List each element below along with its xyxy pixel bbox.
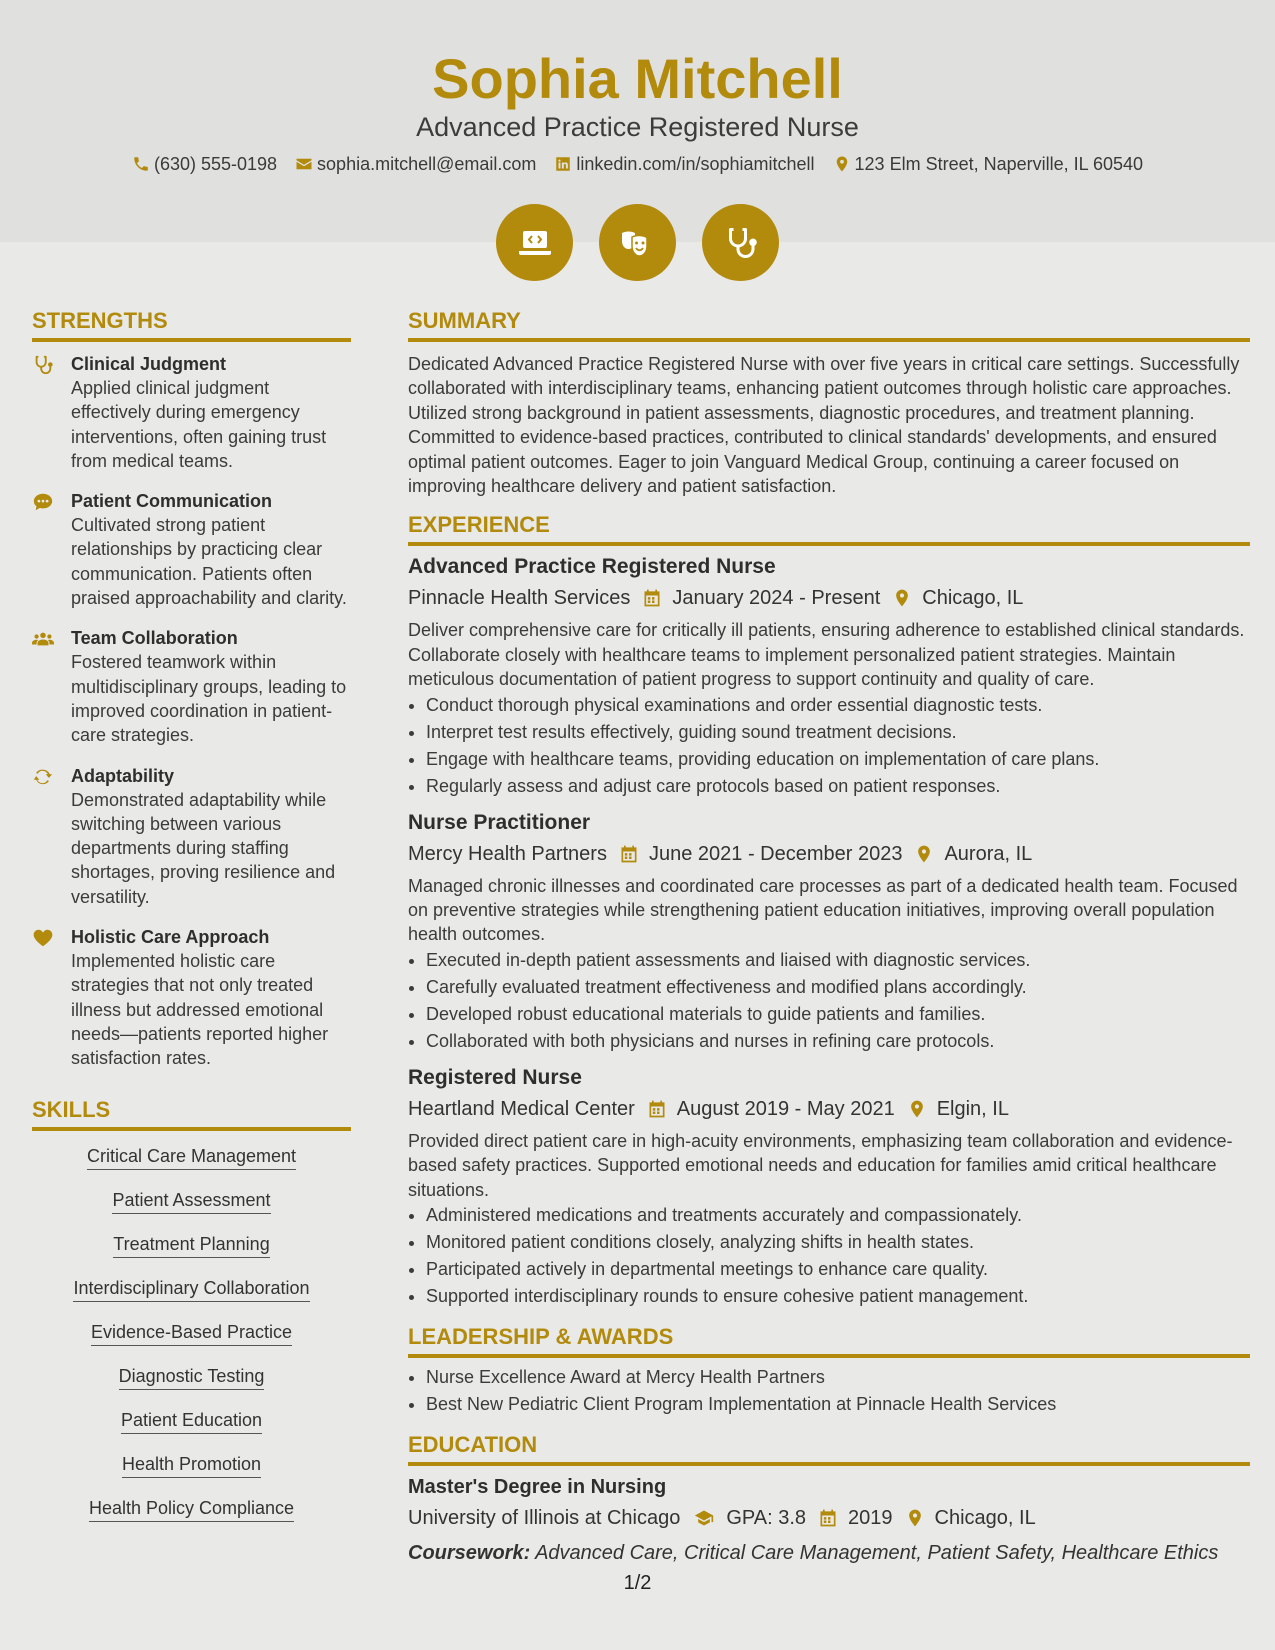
contact-linkedin[interactable] xyxy=(554,150,814,178)
strength-desc: Cultivated strong patient relationships by practicing clear communication. Patients often praised approachability and clarity. xyxy=(71,515,347,609)
strength-title: Patient Communication xyxy=(71,491,273,512)
map-pin-icon xyxy=(892,588,912,608)
skill-item: Health Policy Compliance xyxy=(32,1497,351,1522)
list-item: • Nurse Excellence Award at Mercy Health Partners xyxy=(426,1364,1250,1391)
laptop-code-icon xyxy=(515,223,555,263)
stethoscope-icon xyxy=(32,354,54,376)
skills-heading: SKILLS xyxy=(32,1095,351,1131)
badge-icons xyxy=(0,204,1275,281)
phone-icon xyxy=(132,155,150,173)
list-item: • Carefully evaluated treatment effectiveness and modified plans accordingly. xyxy=(426,974,1250,1001)
calendar-icon xyxy=(647,1099,667,1119)
job-title: Registered Nurse xyxy=(408,1065,582,1089)
strength-title: Clinical Judgment xyxy=(71,354,227,374)
list-item: • Executed in-depth patient assessments and liaised with diagnostic services. xyxy=(426,947,1250,974)
education-meta xyxy=(408,1502,1250,1534)
calendar-icon xyxy=(818,1508,838,1528)
strength-title: Holistic Care Approach xyxy=(71,927,270,948)
strength-item xyxy=(32,352,351,473)
page-number: 1/2 xyxy=(623,1572,652,1594)
degree-title: Master's Degree in Nursing xyxy=(408,1476,667,1499)
list-item: • Participated actively in departmental meetings to enhance care quality. xyxy=(426,1256,1250,1283)
job-entry xyxy=(408,552,1250,799)
coursework xyxy=(408,1538,1250,1568)
contact-phone[interactable] xyxy=(132,150,277,178)
address-text: 123 Elm Street, Naperville, IL 60540 xyxy=(854,154,1144,174)
phone-text: (630) 555-0198 xyxy=(153,154,278,174)
graduation-cap-icon xyxy=(692,1508,716,1528)
map-pin-icon xyxy=(907,1099,927,1119)
skill-item: Patient Assessment xyxy=(32,1189,351,1214)
strengths-heading: STRENGTHS xyxy=(32,306,351,342)
job-dates: June 2021 - December 2023 xyxy=(648,842,903,865)
skill-item: Critical Care Management xyxy=(32,1145,351,1170)
school-name: University of Illinois at Chicago xyxy=(408,1507,681,1530)
list-item: • Collaborated with both physicians and nurses in refining care protocols. xyxy=(426,1028,1250,1055)
strength-desc: Implemented holistic care strategies that not only treated illness but addressed emotional needs—patients reported higher satisfaction rates. xyxy=(71,951,329,1069)
awards-heading: LEADERSHIP & AWARDS xyxy=(408,1322,1250,1358)
job-meta xyxy=(408,582,1250,614)
laptop-code-badge xyxy=(496,204,573,281)
list-item: • Best New Pediatric Client Program Implementation at Pinnacle Health Services xyxy=(426,1391,1250,1418)
job-bullets xyxy=(408,1202,1250,1310)
strength-desc: Fostered teamwork within multidisciplinary groups, leading to improved coordination in patient-care strategies. xyxy=(71,652,347,746)
speech-bubble-icon xyxy=(32,491,54,513)
linkedin-icon xyxy=(554,155,572,173)
company-name: Heartland Medical Center xyxy=(408,1097,635,1120)
strength-item xyxy=(32,925,351,1070)
school-location: Chicago, IL xyxy=(934,1507,1036,1530)
job-location: Aurora, IL xyxy=(944,842,1033,865)
list-item: • Administered medications and treatments accurately and compassionately. xyxy=(426,1202,1250,1229)
users-icon xyxy=(32,628,54,650)
sync-icon xyxy=(32,766,54,788)
strength-desc: Applied clinical judgment effectively during emergency interventions, often gaining trust from medical teams. xyxy=(71,378,327,471)
contact-bar xyxy=(0,150,1275,178)
skill-item: Diagnostic Testing xyxy=(32,1365,351,1390)
strength-title: Adaptability xyxy=(71,765,175,786)
heart-icon xyxy=(32,927,54,949)
job-meta xyxy=(408,838,1250,870)
stethoscope-badge xyxy=(702,204,779,281)
skill-item: Health Promotion xyxy=(32,1453,351,1478)
job-entry xyxy=(408,1063,1250,1310)
job-desc: Deliver comprehensive care for critically ill patients, ensuring adherence to established clinical standards. Collaborate closely with healthcare teams to implement personalized patient strategies. Maintain meticulous documentation of patient progress to support continuity and quality of care. xyxy=(408,620,1245,690)
linkedin-text: linkedin.com/in/sophiamitchell xyxy=(576,154,815,174)
skill-item: Treatment Planning xyxy=(32,1233,351,1258)
awards-list xyxy=(408,1364,1250,1418)
job-bullets xyxy=(408,947,1250,1055)
calendar-icon xyxy=(642,588,662,608)
summary-text: Dedicated Advanced Practice Registered Nurse with over five years in critical care settings. Successfully collaborated with interdisciplinary teams, enhancing patient outcomes through holistic care approaches. Utilized strong background in patient assessments, diagnostic procedures, and treatment planning. Committed to evidence-based practices, contributed to clinical standards' developments, and ensured optimal patient outcomes. Eager to join Vanguard Medical Group, continuing a career focused on improving healthcare delivery and patient satisfaction. xyxy=(408,354,1240,497)
strength-title: Team Collaboration xyxy=(71,628,238,649)
summary-heading: SUMMARY xyxy=(408,306,1250,342)
coursework-list: Advanced Care, Critical Care Management, Patient Safety, Healthcare Ethics xyxy=(530,1542,1219,1565)
right-column xyxy=(408,306,1250,1568)
left-column xyxy=(32,306,351,1541)
strength-desc: Demonstrated adaptability while switching between various departments during staffing shortages, proving resilience and versatility. xyxy=(71,789,336,907)
list-item: • Engage with healthcare teams, providing education on implementation of care plans. xyxy=(426,746,1250,773)
list-item: • Interpret test results effectively, guiding sound treatment decisions. xyxy=(426,719,1250,746)
skill-item: Evidence-Based Practice xyxy=(32,1321,351,1346)
job-dates: August 2019 - May 2021 xyxy=(676,1097,895,1120)
skill-item: Patient Education xyxy=(32,1409,351,1434)
map-pin-icon xyxy=(833,155,851,173)
job-dates: January 2024 - Present xyxy=(672,587,881,610)
job-location: Elgin, IL xyxy=(936,1097,1009,1120)
theater-masks-badge xyxy=(599,204,676,281)
job-location: Chicago, IL xyxy=(922,587,1024,610)
candidate-title: Advanced Practice Registered Nurse xyxy=(416,112,859,142)
experience-heading: EXPERIENCE xyxy=(408,510,1250,546)
envelope-icon xyxy=(295,155,313,173)
strength-item xyxy=(32,489,351,610)
stethoscope-icon xyxy=(723,225,759,261)
job-desc: Provided direct patient care in high-acuity environments, emphasizing team collaboration and evidence-based safety practices. Supported emotional needs and education for families amid critical healthcare situations. xyxy=(408,1130,1233,1200)
education-heading: EDUCATION xyxy=(408,1430,1250,1466)
job-title: Nurse Practitioner xyxy=(408,810,591,834)
job-desc: Managed chronic illnesses and coordinated care processes as part of a dedicated health team. Focused on preventive strategies while strengthening patient education initiatives, improving overall population health outcomes. xyxy=(408,875,1238,945)
map-pin-icon xyxy=(905,1508,925,1528)
company-name: Mercy Health Partners xyxy=(408,842,607,865)
job-bullets xyxy=(408,692,1250,800)
candidate-name: Sophia Mitchell xyxy=(432,47,843,110)
skill-item: Interdisciplinary Collaboration xyxy=(32,1277,351,1302)
list-item: • Regularly assess and adjust care protocols based on patient responses. xyxy=(426,773,1250,800)
theater-masks-icon xyxy=(618,223,658,263)
job-meta xyxy=(408,1093,1250,1125)
company-name: Pinnacle Health Services xyxy=(408,587,631,610)
list-item: • Conduct thorough physical examinations and order essential diagnostic tests. xyxy=(426,692,1250,719)
contact-address xyxy=(833,150,1144,178)
strength-item xyxy=(32,764,351,909)
map-pin-icon xyxy=(914,844,934,864)
gpa-text: GPA: 3.8 xyxy=(726,1507,807,1530)
job-entry xyxy=(408,808,1250,1055)
list-item: • Developed robust educational materials to guide patients and families. xyxy=(426,1001,1250,1028)
email-text: sophia.mitchell@email.com xyxy=(317,154,537,174)
list-item: • Monitored patient conditions closely, analyzing shifts in health states. xyxy=(426,1229,1250,1256)
grad-year: 2019 xyxy=(848,1507,893,1530)
contact-email[interactable] xyxy=(295,150,536,178)
coursework-label: Coursework: xyxy=(408,1542,531,1565)
skills-list xyxy=(32,1145,351,1522)
job-title: Advanced Practice Registered Nurse xyxy=(408,555,776,579)
strength-item xyxy=(32,626,351,747)
calendar-icon xyxy=(619,844,639,864)
list-item: • Supported interdisciplinary rounds to ensure cohesive patient management. xyxy=(426,1283,1250,1310)
